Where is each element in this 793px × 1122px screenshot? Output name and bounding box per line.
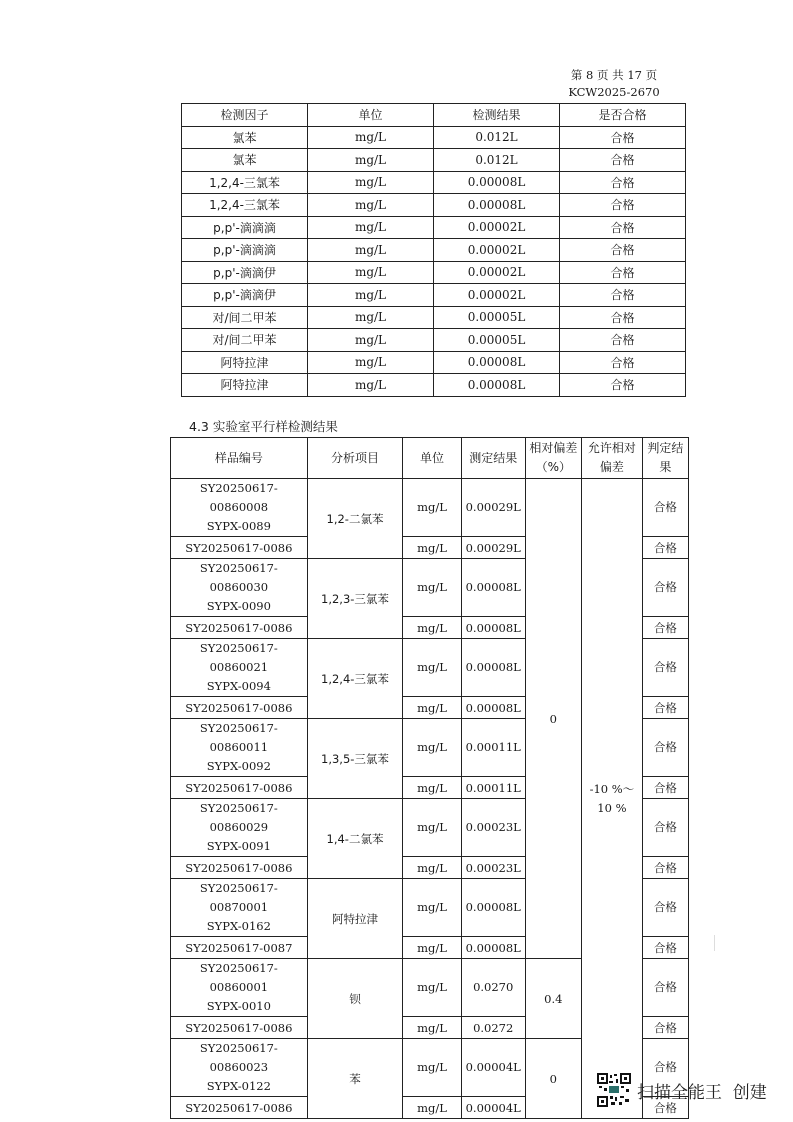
cell-sample-no (171, 479, 308, 537)
sample-no-line: SY20250617-00860011 (199, 721, 278, 754)
watermark-text: 扫描全能王 创建 (637, 1082, 767, 1103)
cell-judgement: 合格 (642, 537, 688, 559)
cell-result: 0.00004L (461, 1097, 525, 1119)
table-row (182, 171, 686, 194)
cell-unit: mg/L (403, 639, 462, 697)
col-header-allowed-dev: 允许相对偏差 (582, 438, 643, 479)
cell-item: 1,4-二氯苯 (307, 799, 403, 879)
sample-no-line: SY20250617-00860008 (199, 481, 278, 514)
table-row (182, 149, 686, 172)
col-header-result: 测定结果 (461, 438, 525, 479)
cell-qualified: 合格 (560, 171, 686, 194)
cell-item: 1,2,3-三氯苯 (307, 559, 403, 639)
cell-judgement: 合格 (642, 1039, 688, 1097)
cell-result: 0.00008L (434, 194, 560, 217)
sample-no-line: SY20250617-00870001 (199, 881, 278, 914)
cell-judgement: 合格 (642, 559, 688, 617)
cell-result: 0.00002L (434, 239, 560, 262)
cell-result: 0.00002L (434, 216, 560, 239)
cell-sample-no: SY20250617-0086 (171, 1017, 308, 1039)
cell-item: 1,2-二氯苯 (307, 479, 403, 559)
cell-result: 0.012L (434, 126, 560, 149)
cell-result: 0.00011L (461, 719, 525, 777)
cell-result: 0.00005L (434, 329, 560, 352)
cell-judgement: 合格 (642, 697, 688, 719)
cell-qualified: 合格 (560, 194, 686, 217)
cell-factor: 阿特拉津 (182, 374, 308, 397)
cell-unit: mg/L (403, 537, 462, 559)
cell-qualified: 合格 (560, 374, 686, 397)
cell-judgement: 合格 (642, 719, 688, 777)
cell-judgement: 合格 (642, 857, 688, 879)
cell-sample-no: SY20250617-0087 (171, 937, 308, 959)
cell-result: 0.00011L (461, 777, 525, 799)
parallel-sample-table (170, 437, 689, 1119)
scanner-watermark (597, 1073, 767, 1107)
cell-allowed-dev (582, 479, 643, 1119)
cell-item: 钡 (307, 959, 403, 1039)
table-row (182, 329, 686, 352)
col-header-item: 分析项目 (307, 438, 403, 479)
cell-factor: p,p'-滴滴滴 (182, 216, 308, 239)
cell-unit: mg/L (308, 351, 434, 374)
cell-judgement: 合格 (642, 1017, 688, 1039)
cell-unit: mg/L (403, 1097, 462, 1119)
cell-sample-no (171, 799, 308, 857)
table-row (182, 239, 686, 262)
cell-result: 0.00002L (434, 284, 560, 307)
col-header-result: 检测结果 (434, 104, 560, 127)
cell-rel-dev: 0.4 (525, 959, 582, 1039)
cell-result: 0.00008L (461, 697, 525, 719)
cell-judgement: 合格 (642, 639, 688, 697)
cell-sample-no: SY20250617-0086 (171, 777, 308, 799)
cell-factor: 1,2,4-三氯苯 (182, 194, 308, 217)
cell-sample-no: SY20250617-0086 (171, 857, 308, 879)
col-header-qualified: 是否合格 (560, 104, 686, 127)
cell-unit: mg/L (403, 959, 462, 1017)
table-row (171, 479, 689, 537)
table-row (182, 126, 686, 149)
cell-judgement: 合格 (642, 617, 688, 639)
sample-no-line: SYPX-0162 (206, 919, 271, 933)
cell-sample-no (171, 719, 308, 777)
scan-artifact (714, 935, 715, 951)
cell-factor: 阿特拉津 (182, 351, 308, 374)
cell-unit: mg/L (308, 216, 434, 239)
cell-result: 0.00008L (434, 351, 560, 374)
cell-result: 0.00008L (461, 559, 525, 617)
cell-qualified: 合格 (560, 351, 686, 374)
cell-qualified: 合格 (560, 306, 686, 329)
cell-judgement: 合格 (642, 479, 688, 537)
cell-item: 阿特拉津 (307, 879, 403, 959)
cell-result: 0.00029L (461, 537, 525, 559)
cell-unit: mg/L (403, 559, 462, 617)
cell-sample-no (171, 959, 308, 1017)
cell-result: 0.012L (434, 149, 560, 172)
cell-sample-no: SY20250617-0086 (171, 697, 308, 719)
cell-unit: mg/L (403, 697, 462, 719)
cell-result: 0.00008L (434, 374, 560, 397)
col-header-sample-no: 样品编号 (171, 438, 308, 479)
sample-no-line: SY20250617-00860023 (199, 1041, 278, 1074)
cell-result: 0.0270 (461, 959, 525, 1017)
cell-unit: mg/L (403, 879, 462, 937)
cell-result: 0.00008L (434, 171, 560, 194)
qr-code-icon (597, 1073, 631, 1107)
cell-sample-no (171, 1039, 308, 1097)
cell-sample-no: SY20250617-0086 (171, 617, 308, 639)
cell-unit: mg/L (308, 239, 434, 262)
cell-factor: p,p'-滴滴伊 (182, 284, 308, 307)
cell-unit: mg/L (308, 126, 434, 149)
page-number: 第 8 页 共 17 页 (570, 68, 658, 82)
section-title: 4.3 实验室平行样检测结果 (189, 419, 338, 434)
cell-result: 0.00008L (461, 879, 525, 937)
sample-no-line: SY20250617-00860001 (199, 961, 278, 994)
sample-no-line: SYPX-0091 (206, 839, 271, 853)
cell-result: 0.00023L (461, 799, 525, 857)
cell-qualified: 合格 (560, 126, 686, 149)
sample-no-line: SYPX-0094 (206, 679, 271, 693)
sample-no-line: SYPX-0090 (206, 599, 271, 613)
cell-qualified: 合格 (560, 261, 686, 284)
sample-no-line: SY20250617-00860030 (199, 561, 278, 594)
cell-factor: 1,2,4-三氯苯 (182, 171, 308, 194)
cell-judgement: 合格 (642, 879, 688, 937)
cell-judgement: 合格 (642, 937, 688, 959)
table-row (182, 194, 686, 217)
cell-sample-no (171, 879, 308, 937)
cell-unit: mg/L (403, 719, 462, 777)
cell-judgement: 合格 (642, 1097, 688, 1119)
cell-unit: mg/L (403, 1017, 462, 1039)
table-row (182, 261, 686, 284)
cell-qualified: 合格 (560, 149, 686, 172)
sample-no-line: SY20250617-00860021 (199, 641, 278, 674)
col-header-factor: 检测因子 (182, 104, 308, 127)
col-header-unit: 单位 (308, 104, 434, 127)
table-row (182, 306, 686, 329)
cell-judgement: 合格 (642, 799, 688, 857)
cell-unit: mg/L (308, 171, 434, 194)
sample-no-line: SYPX-0010 (206, 999, 271, 1013)
page-header (555, 67, 673, 101)
cell-sample-no: SY20250617-0086 (171, 537, 308, 559)
cell-qualified: 合格 (560, 216, 686, 239)
cell-item: 1,3,5-三氯苯 (307, 719, 403, 799)
cell-unit: mg/L (308, 306, 434, 329)
cell-result: 0.00029L (461, 479, 525, 537)
cell-qualified: 合格 (560, 284, 686, 307)
cell-unit: mg/L (403, 777, 462, 799)
table-row (182, 374, 686, 397)
cell-unit: mg/L (308, 149, 434, 172)
cell-unit: mg/L (403, 937, 462, 959)
cell-sample-no: SY20250617-0086 (171, 1097, 308, 1119)
table-row (182, 351, 686, 374)
cell-factor: 氯苯 (182, 149, 308, 172)
col-header-rel-dev: 相对偏差（%） (525, 438, 582, 479)
report-number: KCW2025-2670 (568, 85, 660, 99)
detection-results-table (181, 103, 686, 397)
table-header-row (171, 438, 689, 479)
col-header-unit: 单位 (403, 438, 462, 479)
col-header-judgement: 判定结果 (642, 438, 688, 479)
cell-result: 0.00008L (461, 639, 525, 697)
sample-no-line: SYPX-0092 (206, 759, 271, 773)
cell-factor: p,p'-滴滴伊 (182, 261, 308, 284)
cell-rel-dev: 0 (525, 479, 582, 959)
cell-factor: 对/间二甲苯 (182, 329, 308, 352)
cell-item: 苯 (307, 1039, 403, 1119)
cell-result: 0.00023L (461, 857, 525, 879)
cell-result: 0.00008L (461, 617, 525, 639)
cell-unit: mg/L (308, 194, 434, 217)
cell-qualified: 合格 (560, 239, 686, 262)
sample-no-line: SYPX-0122 (206, 1079, 271, 1093)
table-row (182, 216, 686, 239)
cell-unit: mg/L (403, 799, 462, 857)
sample-no-line: SYPX-0089 (206, 519, 271, 533)
cell-unit: mg/L (403, 617, 462, 639)
cell-result: 0.0272 (461, 1017, 525, 1039)
cell-result: 0.00005L (434, 306, 560, 329)
cell-factor: 对/间二甲苯 (182, 306, 308, 329)
cell-rel-dev: 0 (525, 1039, 582, 1119)
cell-sample-no (171, 639, 308, 697)
cell-judgement: 合格 (642, 959, 688, 1017)
cell-unit: mg/L (403, 857, 462, 879)
cell-result: 0.00002L (434, 261, 560, 284)
cell-item: 1,2,4-三氯苯 (307, 639, 403, 719)
table-header-row (182, 104, 686, 127)
cell-factor: p,p'-滴滴滴 (182, 239, 308, 262)
cell-unit: mg/L (308, 261, 434, 284)
table-row (182, 284, 686, 307)
cell-sample-no (171, 559, 308, 617)
cell-unit: mg/L (308, 284, 434, 307)
cell-unit: mg/L (403, 479, 462, 537)
cell-judgement: 合格 (642, 777, 688, 799)
sample-no-line: SY20250617-00860029 (199, 801, 278, 834)
cell-factor: 氯苯 (182, 126, 308, 149)
cell-unit: mg/L (308, 374, 434, 397)
cell-unit: mg/L (308, 329, 434, 352)
cell-result: 0.00008L (461, 937, 525, 959)
allowed-dev-value: -10 %～ 10 % (589, 781, 635, 815)
cell-unit: mg/L (403, 1039, 462, 1097)
cell-result: 0.00004L (461, 1039, 525, 1097)
cell-qualified: 合格 (560, 329, 686, 352)
